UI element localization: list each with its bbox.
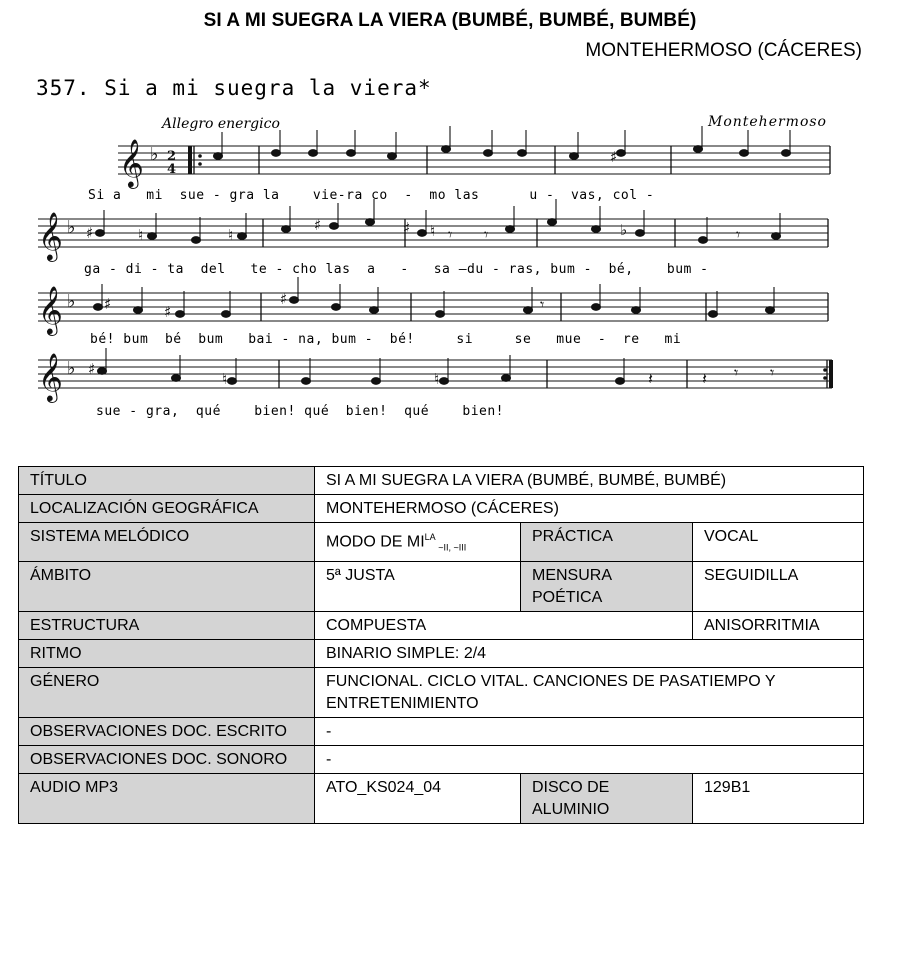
sistema-label: SISTEMA MELÓDICO	[19, 523, 315, 562]
obs-escrito-label: OBSERVACIONES DOC. ESCRITO	[19, 717, 315, 745]
ambito-value: 5ª JUSTA	[315, 561, 521, 611]
sistema-sup: LA	[424, 532, 436, 542]
svg-text:♯: ♯	[280, 290, 288, 308]
ritmo-label: RITMO	[19, 639, 315, 667]
genero-value: FUNCIONAL. CICLO VITAL. CANCIONES DE PASATIEMPO Y ENTRETENIMIENTO	[315, 667, 864, 717]
practica-label: PRÁCTICA	[521, 523, 693, 562]
svg-text:♮: ♮	[434, 370, 440, 388]
score-tempo: Allegro energico	[162, 116, 280, 132]
lyrics-line-4: sue - gra, qué bien! qué bien! qué bien!	[96, 404, 505, 419]
localizacion-label: LOCALIZACIÓN GEOGRÁFICA	[19, 495, 315, 523]
svg-text:♯: ♯	[88, 360, 96, 378]
svg-text:𝄞: 𝄞	[38, 352, 63, 401]
obs-escrito-value: -	[315, 717, 864, 745]
svg-text:𝄞: 𝄞	[38, 211, 63, 260]
svg-text:♯: ♯	[164, 303, 172, 321]
svg-text:𝄾: 𝄾	[484, 225, 489, 244]
svg-text:𝄞: 𝄞	[38, 285, 63, 334]
table-row	[19, 745, 864, 773]
mensura-label: MENSURA POÉTICA	[521, 561, 693, 611]
ritmo-value: BINARIO SIMPLE: 2/4	[315, 639, 864, 667]
svg-text:𝄾: 𝄾	[770, 363, 775, 382]
practica-value: VOCAL	[693, 523, 864, 562]
svg-text:♭: ♭	[67, 291, 76, 312]
table-row	[19, 667, 864, 717]
titulo-label: TÍTULO	[19, 467, 315, 495]
svg-text:♮: ♮	[138, 226, 144, 244]
svg-text:𝄽: 𝄽	[648, 369, 653, 388]
audio-label: AUDIO MP3	[19, 773, 315, 823]
estructura-value: COMPUESTA	[315, 611, 693, 639]
svg-text:♮: ♮	[228, 226, 234, 244]
svg-text:♯: ♯	[86, 224, 94, 242]
sistema-sub: ~II, ~III	[435, 542, 467, 553]
score-heading: 357. Si a mi suegra la viera*	[36, 76, 432, 100]
disco-value: 129B1	[693, 773, 864, 823]
lyrics-line-1: Si a mi sue - gra la vie-ra co - mo las u - vas, col -	[88, 188, 655, 203]
metadata-table	[18, 466, 864, 824]
svg-text:𝄾: 𝄾	[736, 225, 741, 244]
svg-text:𝄾: 𝄾	[448, 225, 453, 244]
genero-label: GÉNERO	[19, 667, 315, 717]
staff-line-group	[118, 146, 830, 174]
audio-value: ATO_KS024_04	[315, 773, 521, 823]
lyrics-line-3: bé! bum bé bum bai - na, bum - bé! si se mue - re mi	[90, 332, 682, 347]
table-row	[19, 495, 864, 523]
svg-text:𝄽: 𝄽	[702, 369, 707, 388]
table-row	[19, 773, 864, 823]
svg-text:♯: ♯	[104, 295, 112, 313]
estructura-label: ESTRUCTURA	[19, 611, 315, 639]
document-title: SI A MI SUEGRA LA VIERA (BUMBÉ, BUMBÉ, BUMBÉ)	[203, 10, 697, 31]
table-row	[19, 639, 864, 667]
svg-text:♭: ♭	[620, 221, 628, 239]
svg-text:♮: ♮	[430, 222, 436, 240]
localizacion-value: MONTEHERMOSO (CÁCERES)	[315, 495, 864, 523]
svg-text:♭: ♭	[67, 217, 76, 238]
sistema-mode: MODO DE MI	[326, 533, 425, 551]
titulo-value: SI A MI SUEGRA LA VIERA (BUMBÉ, BUMBÉ, BUMBÉ)	[315, 467, 864, 495]
disco-label: DISCO DE ALUMINIO	[521, 773, 693, 823]
table-row	[19, 467, 864, 495]
svg-text:2: 2	[167, 149, 177, 164]
svg-text:𝄾: 𝄾	[734, 363, 739, 382]
svg-text:♯: ♯	[610, 148, 618, 166]
table-row	[19, 523, 864, 562]
table-row	[19, 611, 864, 639]
svg-text:♮: ♮	[222, 370, 228, 388]
estructura-extra: ANISORRITMIA	[693, 611, 864, 639]
table-row	[19, 717, 864, 745]
sistema-value	[315, 523, 521, 562]
svg-text:♯: ♯	[403, 219, 411, 237]
svg-text:𝄞: 𝄞	[119, 138, 144, 187]
lyrics-line-2: ga - di - ta del te - cho las a - sa —du - ras, bum - bé, bum -	[84, 262, 709, 277]
ambito-label: ÁMBITO	[19, 561, 315, 611]
mensura-value: SEGUIDILLA	[693, 561, 864, 611]
obs-sonoro-label: OBSERVACIONES DOC. SONORO	[19, 745, 315, 773]
svg-text:𝄾: 𝄾	[540, 295, 545, 314]
staff-notation	[30, 70, 835, 430]
music-score	[30, 70, 835, 430]
svg-text:♯: ♯	[314, 216, 322, 234]
document-place: MONTEHERMOSO (CÁCERES)	[585, 40, 862, 61]
svg-text:♭: ♭	[67, 358, 76, 379]
obs-sonoro-value: -	[315, 745, 864, 773]
svg-text:4: 4	[167, 162, 177, 177]
score-origin: Montehermoso	[707, 114, 827, 130]
table-row	[19, 561, 864, 611]
svg-text:♭: ♭	[150, 144, 159, 165]
